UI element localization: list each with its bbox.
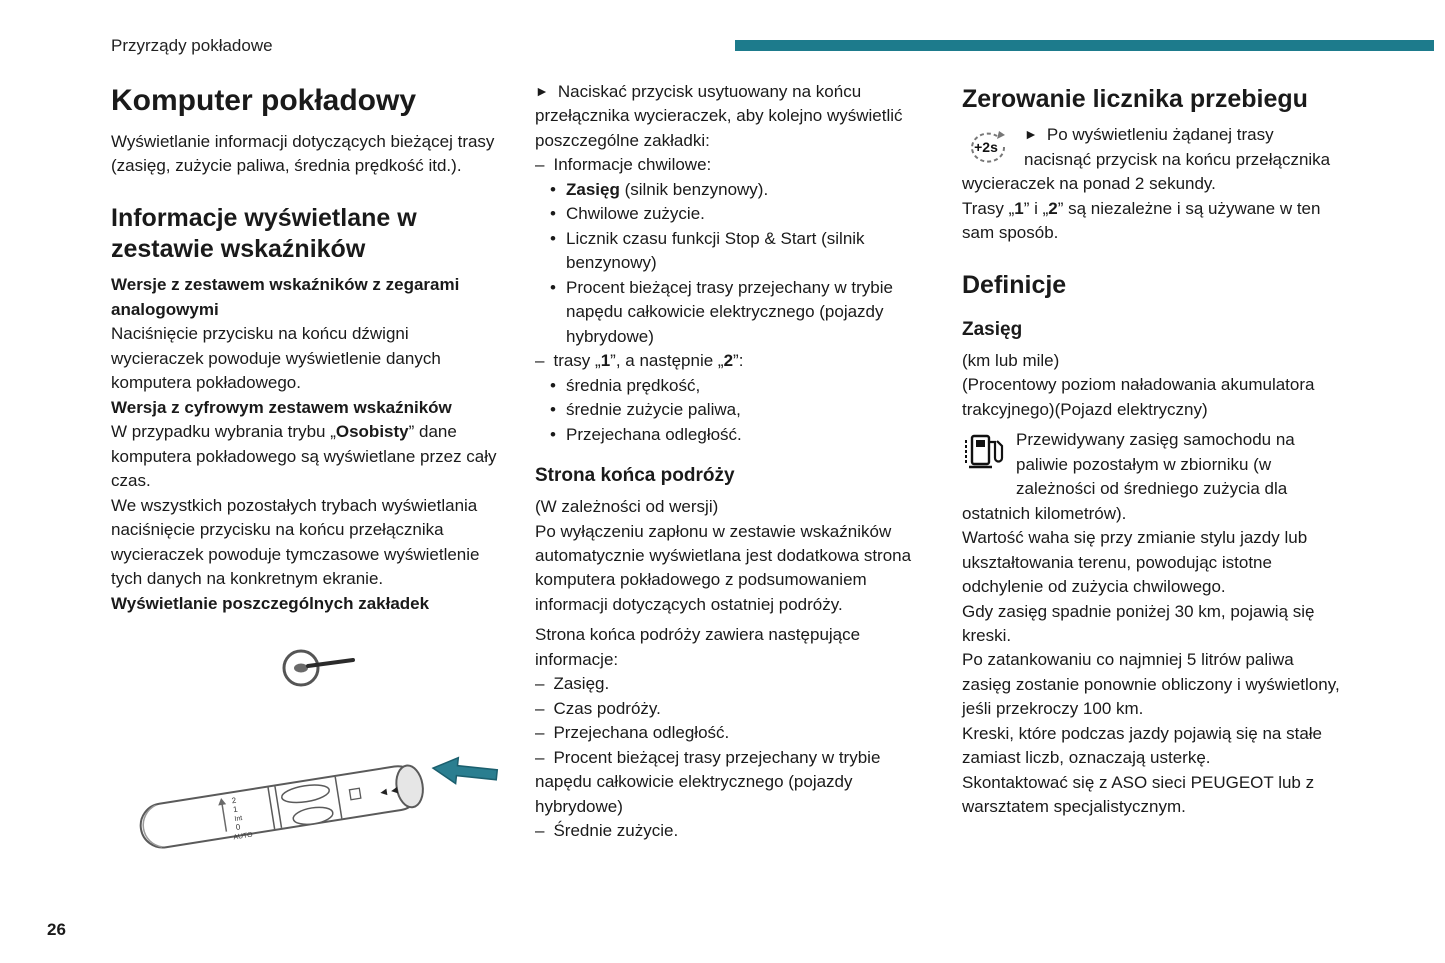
bullet-text: Przejechana odległość. (566, 424, 742, 444)
bullet-marker: • (550, 204, 556, 224)
dash-marker: – (535, 747, 545, 767)
header-accent-bar (735, 40, 1434, 51)
subheading-digital-cluster: Wersja z cyfrowym zestawem wskaźników (111, 397, 452, 417)
arrow-marker-icon: ► (1024, 126, 1038, 143)
paragraph-estimated-range: Przewidywany zasięg samochodu na paliwie pozostałym w zbiorniku (w zależności od średniego zużycia dla ostatnich kilometrów). (962, 430, 1295, 523)
paragraph-personal-mode (111, 420, 505, 493)
bullet-text: średnie zużycie paliwa, (566, 400, 741, 420)
text-fragment: ” i „ (1023, 198, 1049, 218)
pointer-arrow (432, 755, 498, 788)
bold-zasieg: Zasięg (566, 179, 620, 199)
text-fragment: W przypadku wybrania trybu „ (111, 422, 336, 442)
line-battery-charge-level: (Procentowy poziom naładowania akumulatora trakcyjnego)(Pojazd elektryczny) (962, 375, 1315, 419)
bold-trip-1: 1 (600, 351, 611, 371)
fuel-range-block (962, 428, 1345, 526)
dash-electric-percentage (535, 746, 932, 819)
text-fragment: ” dane komputera pokładowego są wyświetlane przez cały czas. (111, 422, 497, 491)
dash-text: Procent bieżącej trasy przejechany w trybie napędu całkowicie elektrycznego (pojazdy hybrydowe) (535, 747, 881, 816)
bullet-marker: • (550, 424, 556, 444)
subheading-tabs-display: Wyświetlanie poszczególnych zakładek (111, 593, 430, 613)
section-heading-trip-reset: Zerowanie licznika przebiegu (962, 85, 1308, 113)
svg-text:AUTO: AUTO (232, 831, 254, 842)
bold-trip-1: 1 (1014, 198, 1024, 218)
dash-text: trasy „ (553, 351, 601, 371)
paragraph-below-30km-dashes: Gdy zasięg spadnie poniżej 30 km, pojawią się kreski. (962, 601, 1315, 645)
press-2-seconds-icon (962, 125, 1014, 169)
dash-item-trips (535, 349, 932, 373)
running-header: Przyrządy pokładowe (111, 36, 273, 55)
right-column (962, 80, 1345, 820)
instruction-text: Naciskać przycisk usytuowany na końcu przełącznika wycieraczek, aby kolejno wyświetlić poszczególne zakładki: (535, 82, 903, 150)
heading-end-of-trip-page: Strona końca podróży (535, 465, 735, 487)
bullet-current-consumption (535, 202, 932, 226)
dash-trip-time (535, 697, 932, 721)
dash-text: Informacje chwilowe: (553, 155, 712, 175)
instruction-hold-button (962, 123, 1345, 196)
paragraph-value-fluctuates: Wartość waha się przy zmianie stylu jazdy lub ukształtowania terenu, powodując istotne odchylenie od zużycia chwilowego. (962, 528, 1308, 597)
bullet-text: Procent bieżącej trasy przejechany w trybie napędu całkowicie elektrycznego (pojazdy hybrydowe) (566, 277, 893, 346)
bullet-distance-travelled (535, 423, 932, 447)
bullet-electric-percentage (535, 276, 932, 349)
paragraph-end-page-contains: Strona końca podróży zawiera następujące informacje: (535, 625, 861, 669)
content-columns (111, 80, 1345, 856)
bullet-stop-start-counter (535, 227, 932, 276)
page-title: Komputer pokładowy (111, 84, 417, 117)
svg-text:1: 1 (232, 804, 239, 815)
bullet-marker: • (550, 400, 556, 420)
svg-text:Int: Int (234, 814, 243, 824)
bullet-range-petrol (535, 178, 932, 202)
text-fragment: Trasy „ (962, 198, 1015, 218)
svg-text:2: 2 (230, 795, 237, 806)
bullet-text: średnia prędkość, (566, 375, 701, 395)
wiper-stalk-illustration (111, 638, 505, 856)
fuel-pump-icon (962, 430, 1006, 476)
dash-text: Średnie zużycie. (553, 821, 679, 841)
bullet-text: Licznik czasu funkcji Stop & Start (silnik benzynowy) (566, 228, 865, 273)
paragraph-after-ignition-off: Po wyłączeniu zapłonu w zestawie wskaźników automatycznie wyświetlana jest dodatkowa strona komputera pokładowego z podsumowaniem informacji dotyczących ostatniej podróży. (535, 521, 912, 614)
section-heading-displayed-info: Informacje wyświetlane w zestawie wskaźników (111, 203, 417, 264)
dash-marker: – (535, 674, 545, 694)
left-column (111, 80, 505, 856)
intro-paragraph: Wyświetlanie informacji dotyczących bieżącej trasy (zasięg, zużycie paliwa, średnia prędkość itd.). (111, 132, 495, 176)
dash-range (535, 672, 932, 696)
bold-osobisty: Osobisty (335, 422, 409, 442)
paragraph-other-modes: We wszystkich pozostałych trybach wyświetlania naciśnięcie przycisku na końcu przełącznika wycieraczek powoduje tymczasowe wyświetlenie tych danych na konkretnym ekranie. (111, 495, 480, 589)
paragraph-dashes-mean-fault: Kreski, które podczas jazdy pojawią się na stałe zamiast liczb, oznaczają usterkę. (962, 723, 1323, 768)
bullet-average-consumption (535, 398, 932, 422)
dash-text: ”: (733, 351, 744, 371)
dash-average-consumption (535, 819, 932, 843)
instruction-text: Po wyświetleniu żądanej trasy nacisnąć przycisk na końcu przełącznika wycieraczek na ponad 2 sekundy. (962, 125, 1331, 194)
stalk-body (138, 763, 427, 856)
bullet-text: Chwilowe zużycie. (566, 204, 705, 224)
bold-trip-2: 2 (723, 351, 734, 371)
dash-distance (535, 721, 932, 745)
paragraph-contact-dealer: Skontaktować się z ASO sieci PEUGEOT lub z warsztatem specjalistycznym. (962, 772, 1315, 817)
dash-item-instant-info (535, 153, 932, 177)
svg-text:+2s: +2s (974, 139, 998, 156)
rocker-symbol: ◄◄ (377, 784, 401, 800)
dash-text: Czas podróży. (553, 698, 661, 718)
dash-marker: – (535, 351, 545, 371)
bold-trip-2: 2 (1048, 198, 1058, 218)
dash-text: Przejechana odległość. (553, 723, 730, 743)
paragraph-analog-clusters: Naciśnięcie przycisku na końcu dźwigni wycieraczek powoduje wyświetlenie danych komputera pokładowego. (111, 324, 441, 393)
reset-instruction-block (962, 123, 1345, 196)
bullet-text: (silnik benzynowy). (619, 179, 769, 199)
paragraph-trips-independent (962, 197, 1345, 246)
bullet-marker: • (550, 277, 556, 297)
paragraph-refuel-5-litres: Po zatankowaniu co najmniej 5 litrów paliwa zasięg zostanie ponownie obliczony i wyświetlony, jeśli przekroczy 100 km. (962, 650, 1340, 719)
dash-marker: – (535, 155, 545, 175)
arrow-marker-icon: ► (535, 83, 549, 99)
instruction-press-button (535, 80, 932, 153)
text-fragment: ” są niezależne i są używane w ten sam sposób. (962, 198, 1321, 243)
steering-wheel-icon (284, 651, 353, 685)
middle-column (535, 80, 932, 844)
line-km-or-miles: (km lub mile) (962, 350, 1060, 370)
bullet-average-speed (535, 374, 932, 398)
bullet-marker: • (550, 228, 556, 248)
dash-marker: – (535, 821, 545, 841)
bullet-marker: • (550, 179, 556, 199)
wiper-stalk-drawing (111, 638, 505, 856)
subheading-analog-clusters: Wersje z zestawem wskaźników z zegarami analogowymi (111, 275, 460, 319)
dash-marker: – (535, 698, 545, 718)
dash-text: Zasięg. (553, 674, 610, 694)
bullet-marker: • (550, 375, 556, 395)
subheading-range: Zasięg (962, 318, 1023, 340)
section-heading-definitions: Definicje (962, 270, 1067, 299)
note-depending-on-version: (W zależności od wersji) (535, 497, 719, 517)
svg-text:0: 0 (235, 822, 242, 832)
page-number: 26 (47, 920, 66, 939)
dash-text: ”, a następnie „ (610, 351, 724, 371)
dash-marker: – (535, 723, 545, 743)
